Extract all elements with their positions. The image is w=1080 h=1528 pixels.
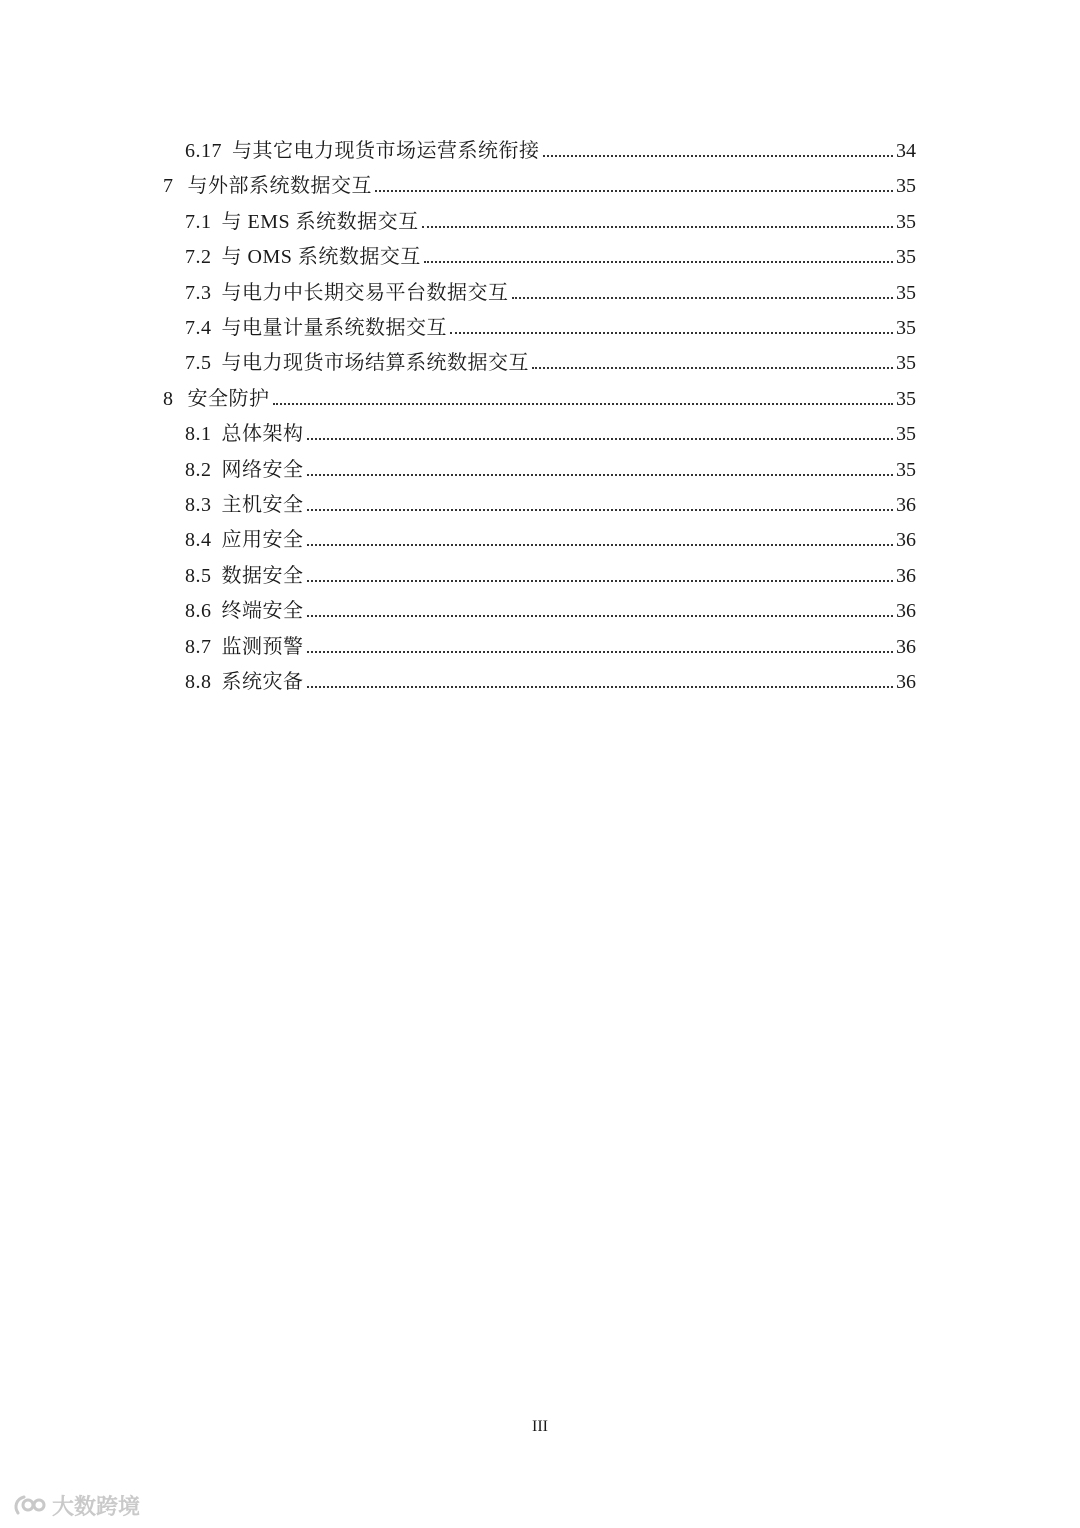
- toc-entry-page: 35: [896, 317, 916, 339]
- toc-entry-page: 35: [896, 423, 916, 446]
- toc-leader-dots: [307, 474, 894, 476]
- toc-entry-number: 8.5: [185, 564, 212, 587]
- toc-entry-number: 6.17: [185, 140, 222, 162]
- toc-entry-label: [185, 564, 304, 588]
- toc-leader-dots: [307, 544, 894, 546]
- toc-entry-page: 35: [896, 387, 916, 410]
- toc-entry-number: 8.2: [185, 458, 212, 481]
- toc-entry-page: 35: [896, 246, 916, 269]
- toc-leader-dots: [375, 190, 893, 192]
- toc-entry-title: 主机安全: [221, 494, 304, 516]
- toc-entry-page: 35: [896, 458, 916, 481]
- toc-entry[interactable]: [185, 593, 916, 623]
- toc-entry[interactable]: [185, 416, 916, 446]
- toc-entry-page: 36: [896, 529, 916, 552]
- toc-entry-title: 与其它电力现货市场运营系统衔接: [232, 140, 540, 162]
- toc-entry-title: 总体架构: [221, 423, 304, 446]
- toc-entry-title: 系统灾备: [221, 671, 304, 693]
- toc-entry-label: [185, 599, 304, 623]
- page-number: III: [532, 1418, 548, 1435]
- toc-entry-label: [163, 174, 372, 198]
- toc-entry[interactable]: [185, 345, 916, 375]
- toc-entry-number: 8.3: [185, 494, 212, 516]
- toc-leader-dots: [307, 580, 894, 582]
- toc-entry-page: 35: [896, 210, 916, 233]
- toc-entry-number: 7: [163, 175, 174, 198]
- toc-entry-title: 数据安全: [221, 564, 304, 587]
- toc-entry-page: 36: [896, 494, 916, 516]
- toc-entry-title: 安全防护: [187, 387, 270, 410]
- toc-entry-page: 35: [896, 352, 916, 375]
- toc-entry-number: 8.6: [185, 600, 212, 623]
- toc-leader-dots: [307, 651, 894, 653]
- toc-entry-title: 与 OMS 系统数据交互: [221, 246, 421, 269]
- toc-entry-number: 8.7: [185, 635, 212, 658]
- toc-entry[interactable]: [185, 629, 916, 659]
- toc-entry-label: [185, 351, 529, 375]
- toc-entry-title: 与外部系统数据交互: [187, 175, 372, 198]
- toc-entry-page: 35: [896, 281, 916, 304]
- toc-entry-page: 35: [896, 175, 916, 198]
- toc-entry-page: 36: [896, 635, 916, 658]
- toc-entry-title: 终端安全: [221, 600, 304, 623]
- toc-entry[interactable]: [163, 168, 916, 198]
- toc-entry[interactable]: [185, 275, 916, 305]
- toc-entry-number: 8.4: [185, 529, 212, 552]
- toc-entry-label: [185, 139, 540, 163]
- toc-entry-title: 网络安全: [221, 458, 304, 481]
- toc-entry-page: 34: [896, 140, 916, 162]
- toc-entry-title: 与电量计量系统数据交互: [221, 317, 447, 339]
- toc-leader-dots: [543, 155, 894, 157]
- logo-icon: [12, 1493, 46, 1519]
- toc-entry[interactable]: [185, 452, 916, 482]
- toc-entry-number: 7.5: [185, 352, 212, 375]
- toc-entry-number: 8: [163, 387, 174, 410]
- toc-entry-label: [185, 528, 304, 552]
- toc-entry-label: [185, 458, 304, 482]
- toc-leader-dots: [307, 509, 894, 511]
- toc-leader-dots: [307, 438, 894, 440]
- watermark: [12, 1490, 140, 1521]
- toc-entry-title: 监测预警: [221, 635, 304, 658]
- toc-entry-page: 36: [896, 671, 916, 693]
- toc-entry[interactable]: [185, 310, 916, 340]
- toc-leader-dots: [422, 226, 893, 228]
- toc-entry[interactable]: [185, 487, 916, 517]
- toc-leader-dots: [424, 261, 893, 263]
- toc-entry-label: [163, 387, 270, 411]
- toc-entry-label: [185, 316, 447, 340]
- toc-entry-label: [185, 422, 304, 446]
- toc-leader-dots: [273, 403, 894, 405]
- toc-entry-number: 7.1: [185, 210, 212, 233]
- watermark-text: 大数跨境: [52, 1495, 141, 1520]
- toc-entry[interactable]: [185, 664, 916, 694]
- toc-entry-title: 与电力现货市场结算系统数据交互: [221, 352, 529, 375]
- toc-entry[interactable]: [185, 239, 916, 269]
- toc-leader-dots: [307, 615, 894, 617]
- toc-entry[interactable]: [185, 558, 916, 588]
- toc-entry-label: [185, 635, 304, 659]
- toc-leader-dots: [307, 686, 894, 688]
- toc-entry-label: [185, 281, 509, 305]
- toc-entry[interactable]: [185, 133, 916, 163]
- toc-leader-dots: [512, 297, 894, 299]
- toc-entry[interactable]: [185, 522, 916, 552]
- toc-leader-dots: [532, 367, 893, 369]
- toc-entry[interactable]: [163, 381, 916, 411]
- toc-entry-number: 7.4: [185, 317, 212, 339]
- toc-entry-number: 8.1: [185, 423, 212, 446]
- toc-entry-label: [185, 245, 421, 269]
- toc-entry-label: [185, 493, 304, 517]
- toc-entry-title: 应用安全: [221, 529, 304, 552]
- toc-entry-title: 与电力中长期交易平台数据交互: [221, 281, 509, 304]
- toc-entry-page: 36: [896, 564, 916, 587]
- toc-entry-number: 7.3: [185, 281, 212, 304]
- toc-entry[interactable]: [185, 204, 916, 234]
- toc-leader-dots: [450, 332, 893, 334]
- toc-entry-number: 8.8: [185, 671, 212, 693]
- toc-entry-label: [185, 670, 304, 694]
- toc-entry-page: 36: [896, 600, 916, 623]
- toc-entry-title: 与 EMS 系统数据交互: [221, 210, 419, 233]
- toc-entry-label: [185, 210, 419, 234]
- toc-entry-number: 7.2: [185, 246, 212, 269]
